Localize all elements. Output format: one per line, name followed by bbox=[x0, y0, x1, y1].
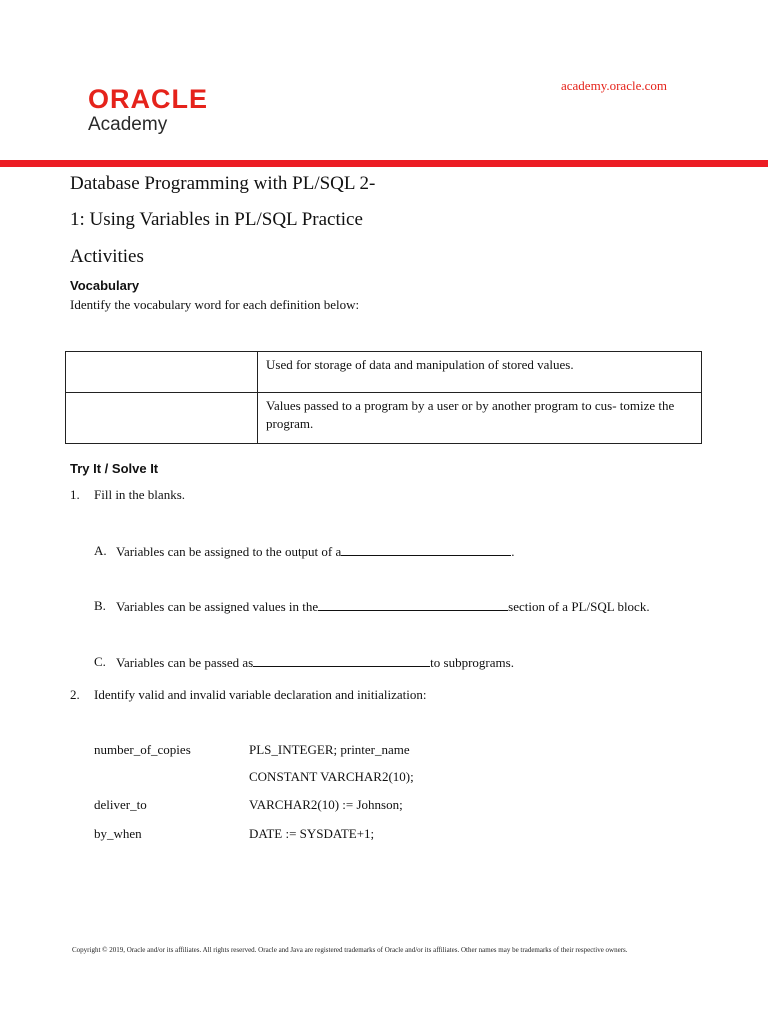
blank-item-letter: C. bbox=[94, 654, 106, 669]
blank-item-letter: A. bbox=[94, 543, 107, 558]
academy-logo-text: Academy bbox=[88, 114, 168, 135]
oracle-logo: ORACLE bbox=[88, 84, 208, 114]
vocabulary-definition: Used for storage of data and manipulation of stored values. bbox=[258, 352, 702, 393]
try-it-heading: Try It / Solve It bbox=[70, 461, 159, 476]
fill-blank-suffix: to subprograms. bbox=[430, 655, 514, 670]
header-divider-bar bbox=[0, 160, 768, 167]
variable-declaration: DATE := SYSDATE+1; bbox=[249, 826, 375, 841]
vocabulary-heading: Vocabulary bbox=[70, 278, 140, 293]
variable-name: number_of_copies bbox=[94, 742, 191, 757]
fill-blank-input[interactable] bbox=[341, 543, 511, 556]
copyright-notice: Copyright © 2019, Oracle and/or its affiliates. All rights reserved. Oracle and Java are registered trademarks of Oracle and/or its affiliates. Other names may be trademarks of their respective owners. bbox=[72, 946, 628, 954]
page-title-line-2: 1: Using Variables in PL/SQL Practice bbox=[70, 209, 363, 230]
fill-blank-prefix: Variables can be assigned to the output of a bbox=[116, 544, 342, 559]
variable-name: deliver_to bbox=[94, 797, 147, 812]
variable-declaration: VARCHAR2(10) := Johnson; bbox=[249, 797, 403, 812]
vocabulary-row bbox=[66, 393, 702, 444]
fill-blank-item bbox=[116, 598, 650, 615]
vocabulary-term-cell[interactable] bbox=[66, 352, 258, 393]
fill-blank-input[interactable] bbox=[253, 654, 430, 667]
fill-blank-suffix: . bbox=[511, 544, 515, 559]
vocabulary-row bbox=[66, 352, 702, 393]
vocabulary-instruction: Identify the vocabulary word for each definition below: bbox=[70, 297, 360, 312]
question-text: Identify valid and invalid variable declaration and initialization: bbox=[94, 687, 427, 702]
vocabulary-table bbox=[65, 351, 702, 444]
fill-blank-prefix: Variables can be assigned values in the bbox=[116, 599, 319, 614]
blank-item-letter: B. bbox=[94, 598, 106, 613]
fill-blank-item bbox=[116, 543, 515, 560]
question-number: 1. bbox=[70, 487, 80, 502]
variable-declaration: PLS_INTEGER; printer_name bbox=[249, 742, 410, 757]
site-url-link[interactable]: academy.oracle.com bbox=[561, 78, 667, 93]
fill-blank-prefix: Variables can be passed as bbox=[116, 655, 254, 670]
fill-blank-suffix: section of a PL/SQL block. bbox=[508, 599, 650, 614]
fill-blank-item bbox=[116, 654, 514, 671]
question-number: 2. bbox=[70, 687, 80, 702]
page-title-line-3: Activities bbox=[70, 246, 144, 267]
variable-declaration: CONSTANT VARCHAR2(10); bbox=[249, 769, 414, 784]
variable-name: by_when bbox=[94, 826, 142, 841]
page-title-line-1: Database Programming with PL/SQL 2- bbox=[70, 173, 376, 194]
vocabulary-definition: Values passed to a program by a user or by another program to cus- tomize the program. bbox=[258, 393, 702, 444]
fill-blank-input[interactable] bbox=[318, 598, 508, 611]
question-text: Fill in the blanks. bbox=[94, 487, 185, 502]
vocabulary-term-cell[interactable] bbox=[66, 393, 258, 444]
